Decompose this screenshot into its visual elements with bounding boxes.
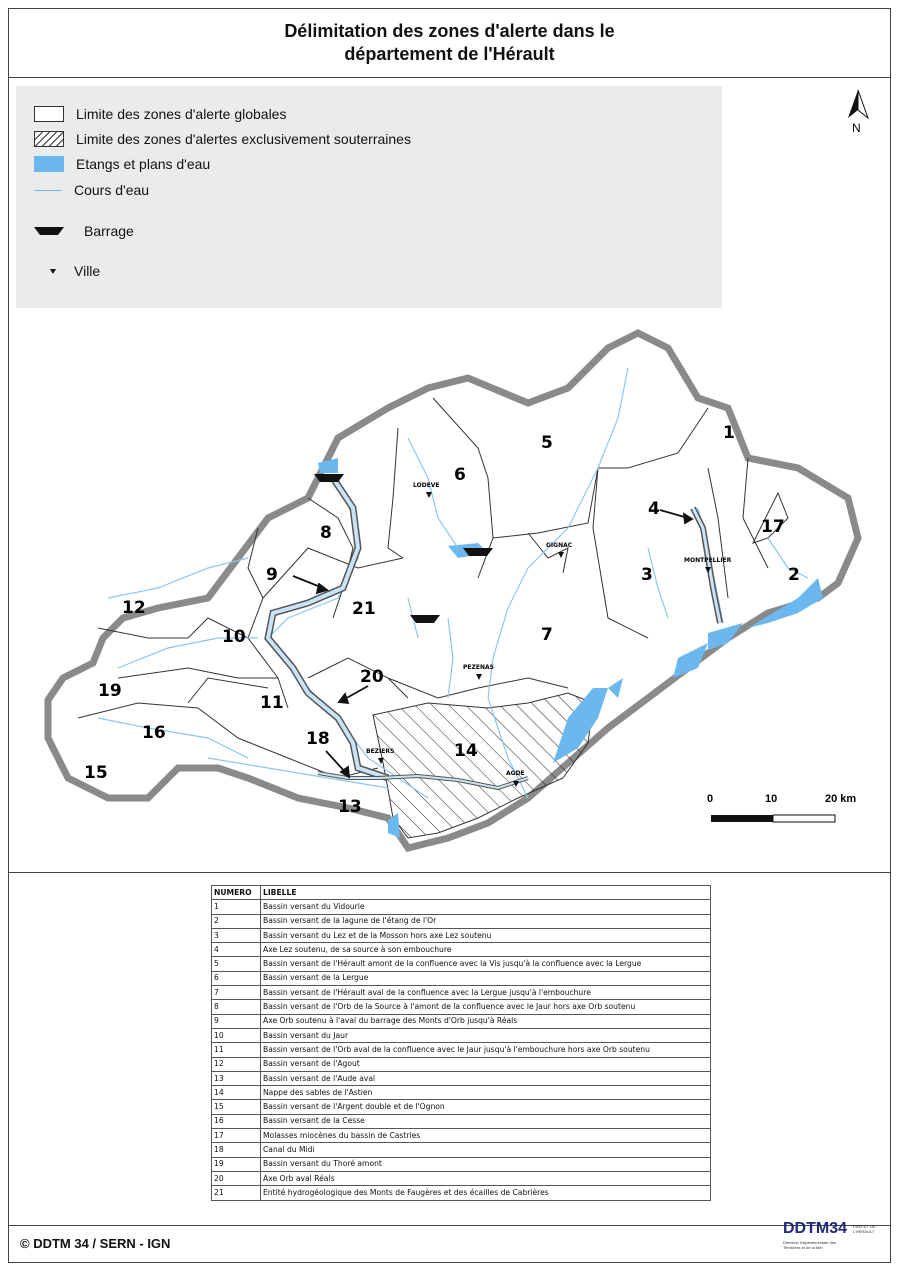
scale-label-0: 0 [707, 793, 714, 805]
table-cell-num: 6 [212, 971, 261, 985]
zone-label: 13 [338, 797, 362, 817]
table-cell-num: 1 [212, 900, 261, 914]
table-row [212, 1028, 711, 1042]
legend-label: Limite des zones d'alerte globales [76, 106, 287, 122]
legend-item-dam [34, 223, 134, 239]
table-header-libelle: LIBELLE [261, 886, 711, 900]
zone-label: 8 [320, 523, 332, 543]
legend-label: Ville [74, 263, 101, 279]
table-cell-label: Bassin versant de l'Orb de la Source à l'amont de la confluence avec le Jaur hors axe Orb soutenu [261, 1000, 711, 1014]
footer [8, 1220, 891, 1263]
table-cell-label: Bassin versant de l'Hérault amont de la confluence avec la Vis jusqu'à la confluence avec la Lergue [261, 957, 711, 971]
table-cell-label: Bassin versant de l'Hérault aval de la confluence avec la Lergue jusqu'à l'embouchure [261, 986, 711, 1000]
zone-label: 10 [222, 627, 246, 647]
zone-label: 4 [648, 499, 660, 519]
table-row [212, 1014, 711, 1028]
zones-table [211, 885, 711, 1201]
north-arrow [848, 90, 868, 135]
dam-icon [34, 225, 64, 237]
table-row [212, 971, 711, 985]
table-row [212, 1086, 711, 1100]
map-legend [16, 86, 722, 308]
table-cell-label: Axe Orb aval Réals [261, 1171, 711, 1185]
table-row [212, 1057, 711, 1071]
zone-label: 20 [360, 667, 384, 687]
map-title [8, 8, 891, 78]
legend-item-global-zones [34, 106, 286, 122]
table-cell-label: Bassin versant de la Cesse [261, 1114, 711, 1128]
water-symbol [34, 156, 64, 172]
table-cell-label: Bassin versant de l'Orb aval de la confluence avec le Jaur jusqu'à l'embouchure hors axe Orb soutenu [261, 1043, 711, 1057]
zone-label: 3 [641, 565, 653, 585]
title-line-2: département de l'Hérault [344, 43, 555, 64]
zone-label: 2 [788, 565, 800, 585]
table-cell-label: Bassin versant du Vidourle [261, 900, 711, 914]
table-cell-label: Bassin versant de l'Aude aval [261, 1071, 711, 1085]
prefet-label: PRÉFET DE L'HÉRAULT [853, 1224, 876, 1234]
logo-subtitle: Direction Départementale des Territoires et de la Mer [783, 1240, 836, 1250]
table-cell-num: 8 [212, 1000, 261, 1014]
table-row [212, 1071, 711, 1085]
zone-label: 14 [454, 741, 478, 761]
zone-label: 6 [454, 465, 466, 485]
table-cell-label: Bassin versant de la Lergue [261, 971, 711, 985]
table-row [212, 1171, 711, 1185]
legend-label: Etangs et plans d'eau [76, 156, 211, 172]
zone-label: 19 [98, 681, 122, 701]
city-label: GIGNAC [546, 542, 573, 549]
table-cell-label: Bassin versant du Thoré amont [261, 1157, 711, 1171]
table-cell-num: 14 [212, 1086, 261, 1100]
table-cell-num: 13 [212, 1071, 261, 1085]
table-cell-num: 15 [212, 1100, 261, 1114]
city-label: LODEVE [413, 482, 440, 489]
table-row [212, 1043, 711, 1057]
logo-title: DDTM34 [783, 1220, 848, 1237]
table-cell-num: 21 [212, 1186, 261, 1200]
zone-boundary-symbol [34, 106, 64, 122]
hatch-symbol [34, 131, 64, 147]
table-cell-num: 16 [212, 1114, 261, 1128]
table-cell-num: 18 [212, 1143, 261, 1157]
zone-label: 11 [260, 693, 284, 713]
zone-label: 12 [122, 598, 146, 618]
table-row [212, 914, 711, 928]
table-cell-num: 17 [212, 1129, 261, 1143]
legend-label: Limite des zones d'alertes exclusivement souterraines [76, 131, 411, 147]
table-row [212, 986, 711, 1000]
table-cell-label: Axe Lez soutenu, de sa source à son embouchure [261, 943, 711, 957]
table-row [212, 928, 711, 942]
city-label: MONTPELLIER [684, 557, 732, 564]
zone-label: 1 [723, 423, 735, 443]
table-row [212, 1100, 711, 1114]
table-cell-num: 7 [212, 986, 261, 1000]
legend-label: Barrage [84, 223, 134, 239]
table-row [212, 943, 711, 957]
scale-bar [707, 793, 856, 822]
zone-label: 18 [306, 729, 330, 749]
table-cell-num: 3 [212, 928, 261, 942]
scale-label-10: 10 [765, 793, 778, 805]
city-label: BEZIERS [366, 748, 395, 755]
table-cell-label: Canal du Midi [261, 1143, 711, 1157]
table-row [212, 900, 711, 914]
city-label: AGDE [506, 770, 525, 777]
table-cell-num: 19 [212, 1157, 261, 1171]
zone-label: 7 [541, 625, 553, 645]
table-cell-num: 4 [212, 943, 261, 957]
table-cell-num: 5 [212, 957, 261, 971]
legend-item-underground-zones [34, 131, 411, 147]
table-cell-label: Nappe des sables de l'Astien [261, 1086, 711, 1100]
table-cell-label: Entité hydrogéologique des Monts de Faugères et des écailles de Cabrières [261, 1186, 711, 1200]
table-row [212, 1143, 711, 1157]
zone-label: 17 [761, 517, 785, 537]
table-cell-label: Bassin versant du Lez et de la Mosson hors axe Lez soutenu [261, 928, 711, 942]
zone-label: 21 [352, 599, 376, 619]
zone-label: 15 [84, 763, 108, 783]
table-row [212, 957, 711, 971]
table-row [212, 1129, 711, 1143]
ddtm-logo [775, 1220, 885, 1260]
table-header-row [212, 886, 711, 900]
zone-label: 16 [142, 723, 166, 743]
scale-label-20: 20 km [825, 793, 857, 805]
table-cell-label: Bassin versant de l'Agout [261, 1057, 711, 1071]
table-cell-num: 11 [212, 1043, 261, 1057]
city-icon [48, 266, 58, 276]
table-cell-num: 20 [212, 1171, 261, 1185]
legend-item-rivers [34, 182, 149, 198]
north-label: N [852, 121, 861, 135]
table-header-numero: NUMERO [212, 886, 261, 900]
table-cell-num: 9 [212, 1014, 261, 1028]
legend-label: Cours d'eau [74, 182, 150, 198]
zone-label: 5 [541, 433, 553, 453]
table-cell-label: Bassin versant de la lagune de l'étang de l'Or [261, 914, 711, 928]
title-line-1: Délimitation des zones d'alerte dans le [284, 20, 615, 41]
table-cell-num: 12 [212, 1057, 261, 1071]
legend-item-water-bodies [34, 156, 210, 172]
city-label: PEZENAS [463, 664, 494, 671]
table-cell-num: 10 [212, 1028, 261, 1042]
table-cell-num: 2 [212, 914, 261, 928]
copyright-text: © DDTM 34 / SERN - IGN [20, 1236, 171, 1251]
table-cell-label: Bassin versant du Jaur [261, 1028, 711, 1042]
table-row [212, 1114, 711, 1128]
table-cell-label: Bassin versant de l'Argent double et de l'Ognon [261, 1100, 711, 1114]
table-row [212, 1157, 711, 1171]
table-cell-label: Axe Orb soutenu à l'aval du barrage des Monts d'Orb jusqu'à Réals [261, 1014, 711, 1028]
river-symbol [34, 190, 62, 191]
table-cell-label: Molasses miocènes du bassin de Castries [261, 1129, 711, 1143]
legend-item-city [34, 263, 100, 279]
zone-label: 9 [266, 565, 278, 585]
table-row [212, 1000, 711, 1014]
table-row [212, 1186, 711, 1200]
